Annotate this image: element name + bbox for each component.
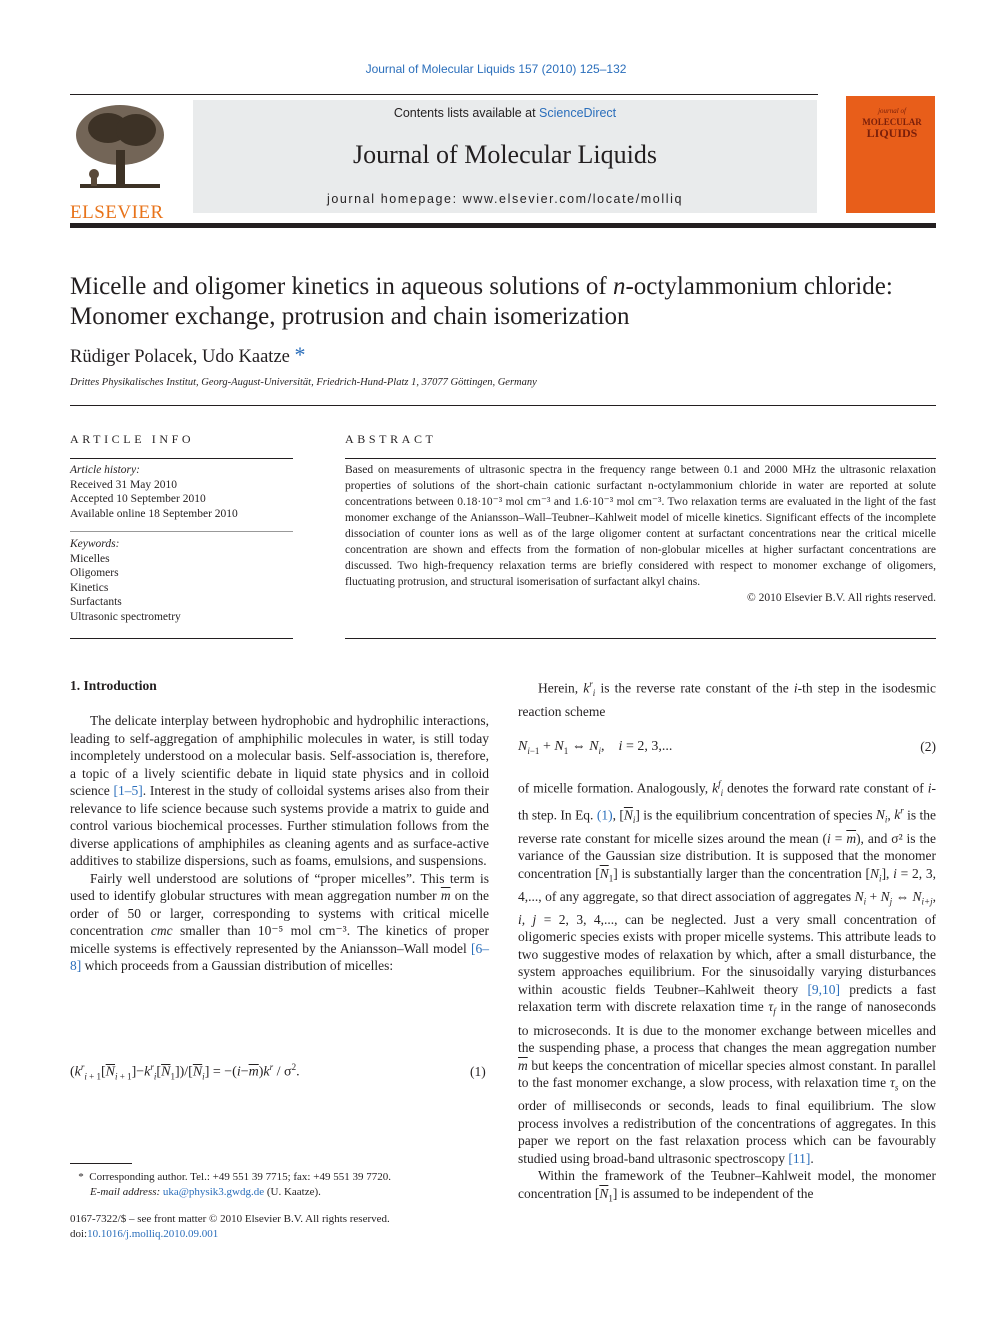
keyword-item: Kinetics <box>70 581 109 594</box>
article-info-heading: ARTICLE INFO <box>70 432 195 446</box>
title-italic: n <box>612 273 626 300</box>
corresponding-author-note: * Corresponding author. Tel.: +49 551 39 7715; fax: +49 551 39 7720. <box>78 1171 391 1183</box>
equation-link[interactable]: (1) <box>596 807 613 823</box>
abstract-bottom-rule <box>345 638 936 639</box>
abstract-rule <box>345 458 936 459</box>
cover-line1: journal of <box>878 107 906 115</box>
paragraph: The delicate interplay between hydrophobic and hydrophilic interactions, leading to self-aggregation of amphiphilic molecules in water, is still today incompletely understood on a molecular basis. Self-association is, therefore, a topic of a lively scientific debate in liquid state physics and in colloid science [1–5]. Interest in the study of colloidal systems arises also from their relevance to life science because such systems provide a matrix to guide and control various biochemical processes. Further stimulation follows from the diverse applications of amphiphiles as cleaning agents and as surface-active additives to stabilize dispersions, such as foams, emulsions, and suspensions. <box>70 713 489 868</box>
footnote-star: * <box>78 1171 84 1183</box>
title-rule <box>70 405 936 406</box>
paragraph: Fairly well understood are solutions of “proper micelles”. This term is used to identify globular structures with mean aggregation number $\overline{m}$ on the order of 50 or larger, corresponding to systems with critical micelle concentration cmc smaller than 10⁻⁵ mol cm⁻³. The kinetics of proper micelle systems is effectively represented by the Aniansson–Wall model [6–8] which proceeds from a Gaussian distribution of micelles: <box>70 870 489 973</box>
doi-line: doi:10.1016/j.molliq.2010.09.001 <box>70 1228 219 1240</box>
citation-link[interactable]: [9,10] <box>807 981 841 997</box>
citation-link[interactable]: [11] <box>788 1150 811 1166</box>
equation-1: $(k^r_{i + 1}[\overline{N}_{i + 1}]-k^r_i[\overline{N}_1])/[\overline{N}_i] = -(i-\overline{m})k^r / \sigma^2$. <box>70 1062 300 1082</box>
cover-line3: LIQUIDS <box>866 126 918 140</box>
history-rule <box>70 531 293 532</box>
equation-2-number: (2) <box>920 739 936 755</box>
history-label: Article history: <box>70 464 140 476</box>
paragraph: of micelle formation. Analogously, $k^f_i$ denotes the forward rate constant of i-th step. In Eq. (1), $[\overline{N}_i]$ is the equilibrium concentration of species $N_i$, $k^r$ is the reverse rate constant for micelle sizes around the mean $(i = \overline{m})$, and σ² is the variance of the Gaussian size distribution. It is supposed that the monomer concentration $[\overline{N}_1]$ is substantially larger than the concentration $[N_i]$, i = 2, 3, 4,..., of any aggregate, so that direct association of aggregates $N_i + N_j$ ⇔ $N_{i+j}$, i, j = 2, 3, 4,..., can be neglected. Just a very small concentration of oligomeric species exists with proper micelle systems. This attribute leads to two suggestive modes of relaxation by which, after a small disturbance, the system approaches equilibrium. For the sinusoidally varying disturbances within acoustic fields Teubner–Kahlweit theory [9,10] predicts a fast relaxation term with discrete relaxation time $\tau_f$ in the range of nanoseconds to microseconds. It is due to the monomer exchange between micelles and the suspending phase, a process that changes the mean aggregation number $\overline{m}$ but keeps the concentration of micellar species almost constant. In parallel to the fast monomer exchange, a slow process, with relaxation time $\tau_s$ on the order of milliseconds or seconds, leads to final equilibrium. The slow process involves a redistribution of the concentrations of aggregates. In this paper we report on the fast relaxation process which can be favourably studied using broad-band ultrasonic spectroscopy [11]. <box>518 779 937 1166</box>
journal-cover[interactable] <box>846 96 935 213</box>
intro-right-column <box>518 676 936 1208</box>
title-part1: Micelle and oligomer kinetics in aqueous solutions of <box>70 273 613 300</box>
elsevier-logo[interactable] <box>70 100 170 223</box>
header-rule <box>70 94 818 95</box>
equation-1-number: (1) <box>470 1064 486 1079</box>
doi-link[interactable]: 10.1016/j.molliq.2010.09.001 <box>87 1228 219 1240</box>
corresponding-author-star[interactable]: * <box>294 342 306 367</box>
sciencedirect-link[interactable]: ScienceDirect <box>539 106 617 120</box>
affiliation: Drittes Physikalisches Institut, Georg-August-Universität, Friedrich-Hund-Platz 1, 37077 Göttingen, Germany <box>70 377 537 388</box>
keyword-item: Ultrasonic spectrometry <box>70 610 181 623</box>
citation-link[interactable]: [6–8] <box>70 940 489 973</box>
article-info-bottom-rule <box>70 638 293 639</box>
elsevier-tree-icon <box>70 100 170 195</box>
author-names: Rüdiger Polacek, Udo Kaatze <box>70 347 290 367</box>
header-thick-rule <box>70 223 936 228</box>
citation-link[interactable]: [1–5] <box>113 783 143 798</box>
journal-banner <box>193 100 817 213</box>
issn-line: 0167-7322/$ – see front matter © 2010 Elsevier B.V. All rights reserved. <box>70 1213 390 1225</box>
footnotes <box>70 1170 500 1242</box>
history-received: Received 31 May 2010 <box>70 478 177 491</box>
keyword-item: Oligomers <box>70 567 119 579</box>
keyword-item: Micelles <box>70 552 110 565</box>
paragraph: Within the framework of the Teubner–Kahlweit model, the monomer concentration $[\overline{N}_1]$ is assumed to be independent of the <box>518 1168 936 1204</box>
journal-homepage[interactable]: journal homepage: www.elsevier.com/locate/molliq <box>326 192 684 206</box>
article-title <box>70 272 940 332</box>
journal-title: Journal of Molecular Liquids <box>353 140 657 169</box>
footnote-rule <box>70 1163 132 1164</box>
article-info-rule <box>70 458 293 459</box>
section-heading-introduction: 1. Introduction <box>70 678 157 693</box>
email-note: E-mail address: uka@physik3.gwdg.de (U. Kaatze). <box>90 1186 321 1198</box>
keyword-item: Surfactants <box>70 596 122 608</box>
paragraph: Herein, $k^r_i$ is the reverse rate constant of the i-th step in the isodesmic reaction scheme <box>518 679 936 719</box>
title-part2: -octylammonium chloride: Monomer exchange, protrusion and chain isomerization <box>70 273 893 330</box>
equation-2: $N_{i-1} + N_1$ ⇔ $N_i$, i = 2, 3,... (2) <box>518 739 936 756</box>
keywords <box>70 537 293 624</box>
authors <box>70 342 306 368</box>
publisher-name: ELSEVIER <box>70 202 164 223</box>
journal-reference[interactable]: Journal of Molecular Liquids 157 (2010) 125–132 <box>365 62 627 76</box>
abstract-text: Based on measurements of ultrasonic spectra in the frequency range between 0.1 and 2000 MHz the ultrasonic relaxation properties of solutions of the short-chain cationic surfactant n-octylammonium chloride in water are reported at solute concentrations between 0.18·10⁻³ mol cm⁻³ and 1.6·10⁻³ mol cm⁻³. Two relaxation terms are evaluated in the light of the fast monomer exchange of the Aniansson–Wall–Teubner–Kahlweit model of micelle kinetics. Significant effects of the incomplete dissociation of counter ions as well as of the large oligomer content at surfactant concentrations near the critical micelle concentration are shown and effects from the formation of non-globular micelles at higher surfactant concentrations are discussed. Two high-frequency relaxation terms are briefly considered with respect to monomer exchange of oligomers, fluctuating protrusion, and structural isomerisation of surfactant alkyl chains. <box>345 464 936 588</box>
article-history <box>70 463 293 521</box>
abstract-body <box>345 462 936 606</box>
intro-left-column <box>70 712 489 975</box>
abstract-heading: ABSTRACT <box>345 432 437 446</box>
email-link[interactable]: uka@physik3.gwdg.de <box>162 1186 265 1198</box>
history-accepted: Accepted 10 September 2010 <box>70 493 206 505</box>
copyright: © 2010 Elsevier B.V. All rights reserved. <box>747 592 936 604</box>
cover-line2: MOLECULAR <box>862 117 922 127</box>
keywords-label: Keywords: <box>70 538 120 550</box>
contents-line <box>193 106 817 120</box>
history-online: Available online 18 September 2010 <box>70 507 238 520</box>
contents-prefix: Contents lists available at <box>393 106 540 120</box>
